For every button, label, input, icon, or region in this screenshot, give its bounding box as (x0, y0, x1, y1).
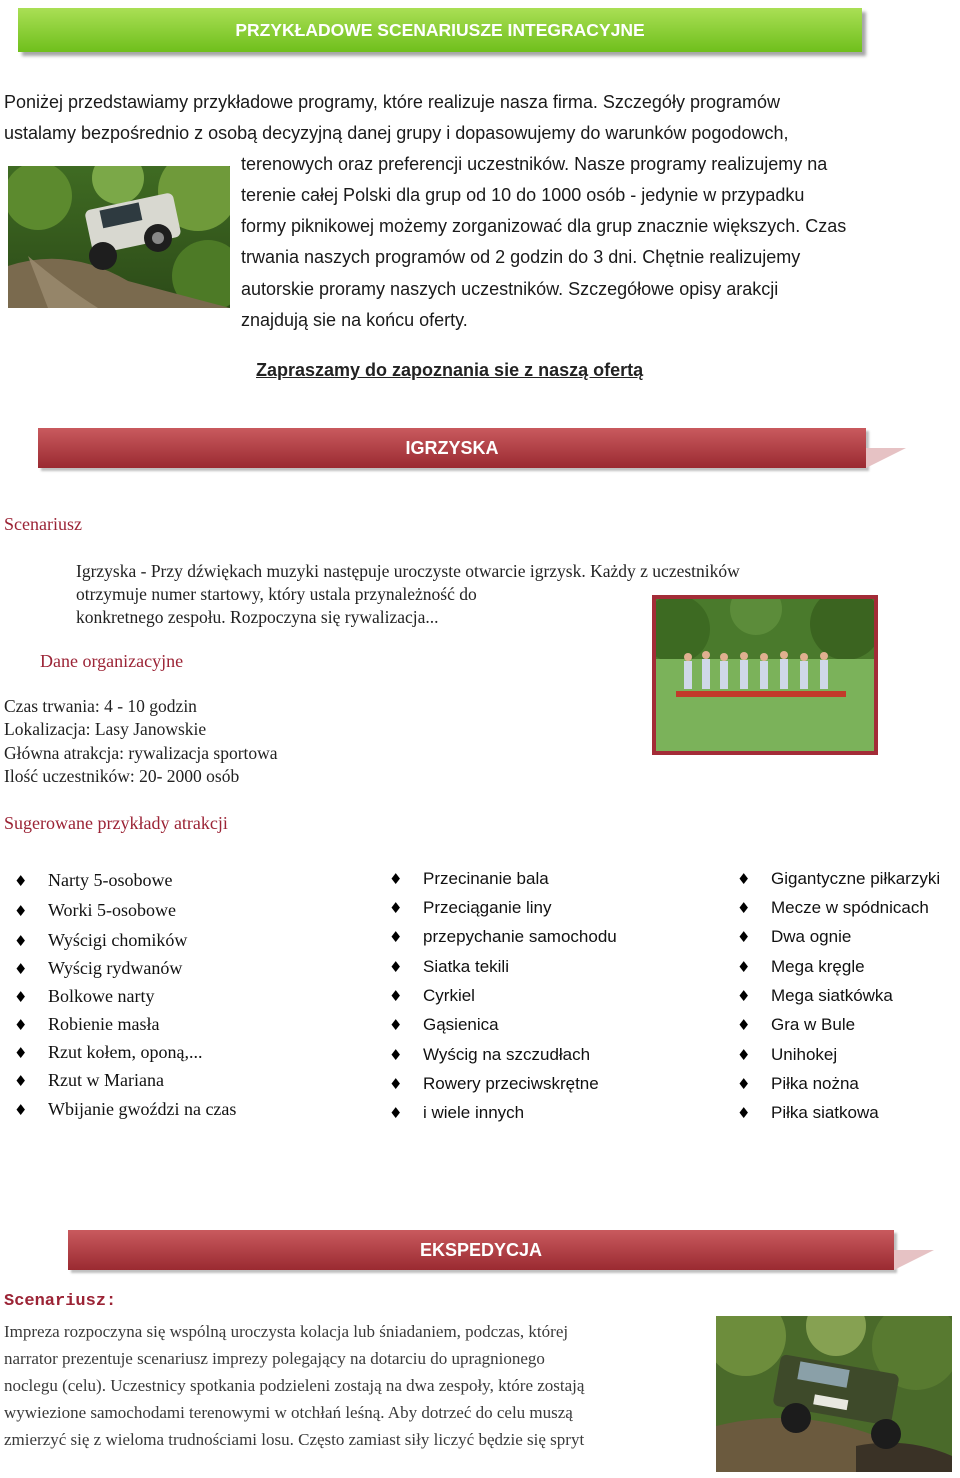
banner-tail-decoration (894, 1250, 934, 1272)
attractions-heading: Sugerowane przykłady atrakcji (4, 813, 228, 833)
list-item: ♦ Siatka tekili (389, 957, 509, 976)
diamond-bullet-icon: ♦ (737, 1016, 751, 1034)
list-item: ♦ Worki 5-osobowe (14, 900, 177, 920)
list-item: ♦ Piłka siatkowa (737, 1103, 879, 1122)
diamond-bullet-icon: ♦ (737, 958, 751, 976)
diamond-bullet-icon: ♦ (737, 1046, 751, 1064)
list-item: ♦ Gąsienica (389, 1015, 499, 1034)
diamond-bullet-icon: ♦ (389, 1075, 403, 1093)
list-item: ♦ Narty 5-osobowe (14, 870, 173, 890)
diamond-bullet-icon: ♦ (389, 1104, 403, 1122)
list-item: ♦ Cyrkiel (389, 986, 475, 1005)
diamond-bullet-icon: ♦ (14, 959, 28, 978)
diamond-bullet-icon: ♦ (389, 1016, 403, 1034)
list-item: ♦ Wyścig na szczudłach (389, 1045, 591, 1064)
diamond-bullet-icon: ♦ (737, 870, 751, 888)
ekspedycja-scenario-heading: Scenariusz: (4, 1292, 117, 1311)
list-item: ♦ Rzut w Mariana (14, 1070, 164, 1090)
ekspedycja-line: narrator prezentuje scenariusz imprezy polegający na dotarciu do upragnionego (4, 1349, 545, 1368)
diamond-bullet-icon: ♦ (389, 987, 403, 1005)
list-item: ♦ Piłka nożna (737, 1074, 859, 1093)
diamond-bullet-icon: ♦ (14, 987, 28, 1006)
ekspedycja-title: EKSPEDYCJA (419, 1239, 543, 1260)
diamond-bullet-icon: ♦ (389, 870, 403, 888)
intro-line: trwania naszych programów od 2 godzin do 3 dni. Chętnie realizujemy (241, 247, 801, 267)
org-line-attraction: Główna atrakcja: rywalizacja sportowa (4, 743, 278, 763)
intro-line: terenowych oraz preferencji uczestników. Nasze programy realizujemy na (241, 154, 828, 174)
intro-line: autorskie proramy naszych uczestników. Szczegółowe opisy arakcji (241, 279, 779, 299)
diamond-bullet-icon: ♦ (14, 871, 28, 890)
list-item: ♦ Robienie masła (14, 1014, 160, 1034)
scenario-heading: Scenariusz (4, 514, 82, 534)
list-item: ♦ Mega siatkówka (737, 986, 893, 1005)
org-data-heading: Dane organizacyjne (40, 651, 184, 671)
diamond-bullet-icon: ♦ (14, 1100, 28, 1119)
list-item: ♦ Wyścigi chomików (14, 930, 188, 950)
list-item: ♦ Mega kręgle (737, 957, 865, 976)
org-line-participants: Ilość uczestników: 20- 2000 osób (4, 766, 240, 786)
list-item: ♦ Gra w Bule (737, 1015, 856, 1034)
banner-tail-decoration (866, 448, 906, 470)
list-item: ♦ przepychanie samochodu (389, 927, 617, 946)
offroad-car-photo (8, 166, 230, 308)
intro-line: formy piknikowej możemy zorganizować dla grup znacznie większych. Czas (241, 216, 847, 236)
ekspedycja-line: zmierzyć się z wieloma trudnościami losu. Często zamiast siły liczyć będzie się spryt (4, 1430, 585, 1449)
diamond-bullet-icon: ♦ (389, 928, 403, 946)
list-item: ♦ Wbijanie gwoździ na czas (14, 1099, 237, 1119)
org-line-duration: Czas trwania: 4 - 10 godzin (4, 696, 197, 716)
scenario-line: konkretnego zespołu. Rozpoczyna się rywalizacja... (76, 607, 439, 627)
list-item: ♦ i wiele innych (389, 1103, 525, 1122)
list-item: ♦ Wyścig rydwanów (14, 958, 183, 978)
intro-line: terenie całej Polski dla grup od 10 do 1000 osób - jedynie w przypadku (241, 185, 805, 205)
diamond-bullet-icon: ♦ (14, 1015, 28, 1034)
team-games-photo (652, 595, 878, 755)
diamond-bullet-icon: ♦ (737, 1104, 751, 1122)
diamond-bullet-icon: ♦ (389, 958, 403, 976)
list-item: ♦ Rzut kołem, oponą,... (14, 1042, 203, 1062)
offroad-expedition-photo (716, 1316, 952, 1472)
scenario-line: Igrzyska - Przy dźwiękach muzyki następuje uroczyste otwarcie igrzysk. Każdy z uczestników (76, 561, 740, 581)
ekspedycja-banner (68, 1230, 894, 1270)
diamond-bullet-icon: ♦ (737, 928, 751, 946)
list-item: ♦ Dwa ognie (737, 927, 852, 946)
offer-invite-text: Zapraszamy do zapoznania sie z naszą ofertą (256, 360, 644, 380)
diamond-bullet-icon: ♦ (14, 931, 28, 950)
diamond-bullet-icon: ♦ (14, 901, 28, 920)
intro-line: ustalamy bezpośrednio z osobą decyzyjną danej grupy i dopasowujemy do warunków pogodowch, (4, 123, 789, 143)
diamond-bullet-icon: ♦ (737, 899, 751, 917)
igrzyska-banner (38, 428, 866, 468)
scenario-line: otrzymuje numer startowy, który ustala przynależność do (76, 584, 477, 604)
diamond-bullet-icon: ♦ (737, 987, 751, 1005)
diamond-bullet-icon: ♦ (14, 1071, 28, 1090)
list-item: ♦ Przeciąganie liny (389, 898, 552, 917)
list-item: ♦ Mecze w spódnicach (737, 898, 929, 917)
diamond-bullet-icon: ♦ (14, 1043, 28, 1062)
diamond-bullet-icon: ♦ (389, 1046, 403, 1064)
list-item: ♦ Gigantyczne piłkarzyki (737, 869, 941, 888)
ekspedycja-line: noclegu (celu). Uczestnicy spotkania podzieleni zostają na dwa zespoły, które zostają (4, 1376, 585, 1395)
ekspedycja-line: wywiezione samochodami terenowymi w otchłań leśną. Aby dotrzeć do celu muszą (4, 1403, 573, 1422)
org-line-location: Lokalizacja: Lasy Janowskie (4, 719, 207, 739)
list-item: ♦ Bolkowe narty (14, 986, 155, 1006)
section-title-banner (18, 8, 862, 52)
intro-line: Poniżej przedstawiamy przykładowe programy, które realizuje nasza firma. Szczegóły programów (4, 92, 780, 112)
igrzyska-title: IGRZYSKA (405, 437, 499, 458)
list-item: ♦ Unihokej (737, 1045, 838, 1064)
diamond-bullet-icon: ♦ (389, 899, 403, 917)
list-item: ♦ Przecinanie bala (389, 869, 549, 888)
diamond-bullet-icon: ♦ (737, 1075, 751, 1093)
ekspedycja-line: Impreza rozpoczyna się wspólną uroczysta kolacja lub śniadaniem, podczas, której (4, 1322, 569, 1341)
intro-line: znajdują sie na końcu oferty. (241, 310, 468, 330)
list-item: ♦ Rowery przeciwskrętne (389, 1074, 599, 1093)
section-title: PRZYKŁADOWE SCENARIUSZE INTEGRACYJNE (235, 19, 645, 40)
